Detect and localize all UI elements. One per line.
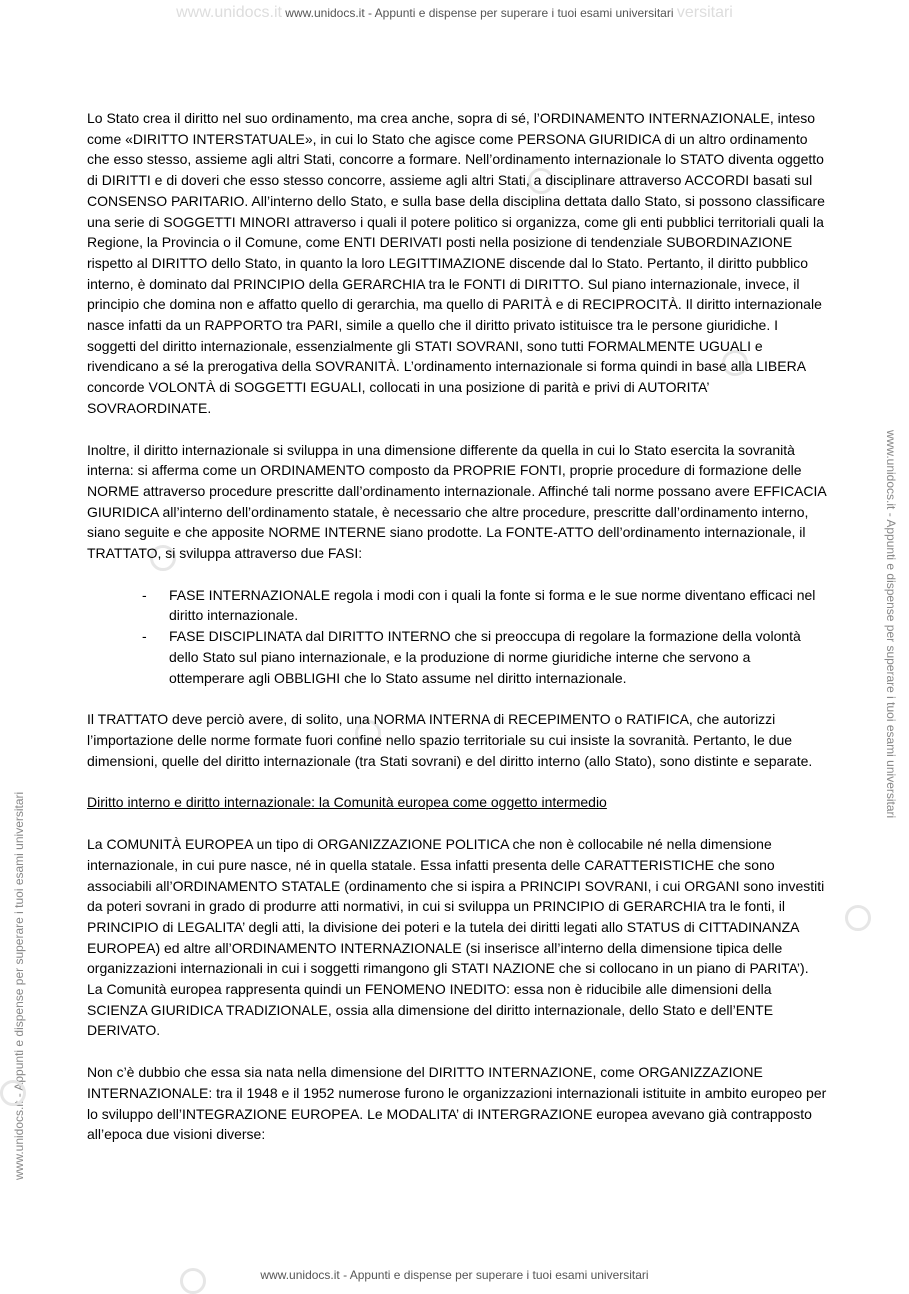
paragraph-2: Inoltre, il diritto internazionale si sviluppa in una dimensione differente da quella in cui lo Stato esercita la sovranità interna: si afferma come un ORDINAMENTO composto da PROPRIE FONTI, proprie procedure di formazione delle NORME attraverso procedure prescritte dall’ordinamento internazionale. Affinché tali norme possano avere EFFICACIA GIURIDICA all’interno dell’ordinamento statale, è necessario che altre procedure, prescritte dall’ordinamento interno, siano seguite e che apposite NORME INTERNE siano prodotte. La FONTE-ATTO dell’ordinamento internazionale, il TRATTATO, si sviluppa attraverso due FASI:: [87, 441, 826, 562]
list-item-text: FASE INTERNAZIONALE regola i modi con i quali la fonte si forma e le sue norme diventano efficaci nel diritto internazionale.: [169, 586, 816, 624]
footer-watermark: www.unidocs.it - Appunti e dispense per superare i tuoi esami universitari: [260, 1268, 649, 1282]
paragraph-5: Non c’è dubbio che essa sia nata nella dimensione del DIRITTO INTERNAZIONE, come ORGANIZZAZIONE INTERNAZIONALE: tra il 1948 e il 1952 numerose furono le organizzazioni internazionali istituite in ambito europeo per lo sviluppo dell’INTEGRAZIONE EUROPEA. Le MODALITA’ di INTERGRAZIONE europea avevano già contrapposto all’epoca due visioni diverse:: [87, 1064, 827, 1143]
list-item-text: FASE DISCIPLINATA dal DIRITTO INTERNO che si preoccupa di regolare la formazione della volontà dello Stato sul piano internazionale, e la produzione di norme giuridiche interne che servono a ottemperare agli OBBLIGHI che lo Stato assume nel diritto internazionale.: [169, 628, 801, 686]
list-item: [87, 585, 827, 626]
section-heading: Diritto interno e diritto internazionale: la Comunità europea come oggetto intermedio: [87, 794, 607, 811]
left-side-watermark: www.unidocs.it - Appunti e dispense per superare i tuoi esami universitari: [12, 791, 26, 1180]
header-watermark-ghost-right: versitari: [676, 4, 733, 21]
phases-list: [87, 585, 827, 689]
list-dash: -: [142, 628, 147, 645]
paragraph-4: La COMUNITÀ EUROPEA un tipo di ORGANIZZAZIONE POLITICA che non è collocabile né nella dimensione internazionale, in cui pure nasce, né in quella statale. Essa infatti presenta delle CARATTERISTICHE che sono associabili all’ORDINAMENTO STATALE (ordinamento che si ispira a PRINCIPI SOVRANI, i cui ORGANI sono investiti da poteri sovrani in grado di produrre atti normativi, in cui si sviluppa un PRINCIPIO di GERARCHIA tra le fonti, il PRINCIPIO di LEGALITA’ degli atti, la divisione dei poteri e la tutela dei diritti legati allo STATUS di CITTADINANZA EUROPEA) ed altre all’ORDINAMENTO INTERNAZIONALE (si inserisce all’interno della dimensione tipica delle organizzazioni internazionali in cui i soggetti rimangono gli STATI NAZIONE che si collocano in un piano di PARITA’). La Comunità europea rappresenta quindi un FENOMENO INEDITO: essa non è riducibile alle dimensioni della SCIENZA GIURIDICA TRADIZIONALE, ossia alla dimensione del diritto internazionale, dello Stato e dell’ENTE DERIVATO.: [87, 836, 825, 1039]
header-watermark-ghost-left: www.unidocs.it: [176, 4, 282, 21]
paragraph-1: Lo Stato crea il diritto nel suo ordinamento, ma crea anche, sopra di sé, l’ORDINAMENTO INTERNAZIONALE, inteso come «DIRITTO INTERSTATUALE», in cui lo Stato che agisce come PERSONA GIURIDICA di un altro ordinamento che esso stesso, assieme agli altri Stati, concorre a formare. Nell’ordinamento internazionale lo STATO diventa oggetto di DIRITTI e di doveri che esso stesso concorre, assieme agli altri Stati, a disciplinare attraverso ACCORDI basati sul CONSENSO PARITARIO. All’interno dello Stato, e sulla base della disciplina dettata dallo Stato, si possono classificare una serie di SOGGETTI MINORI attraverso i quali il potere politico si organizza, come gli enti pubblici territoriali quali la Regione, la Provincia o il Comune, come ENTI DERIVATI posti nella posizione di tendenziale SUBORDINAZIONE rispetto al DIRITTO dello Stato, in quanto la loro LEGITTIMAZIONE discende dal lo Stato. Pertanto, il diritto pubblico interno, è dominato dal PRINCIPIO della GERARCHIA tra le FONTI di DIRITTO. Sul piano internazionale, invece, il principio che domina non e affatto quello di gerarchia, ma quello di PARITÀ e di RECIPROCITÀ. Il diritto internazionale nasce infatti da un RAPPORTO tra PARI, simile a quello che il diritto privato istituisce tra le persone giuridiche. I soggetti del diritto internazionale, essenzialmente gli STATI SOVRANI, sono tutti FORMALMENTE UGUALI e rivendicano a sé la prerogativa della SOVRANITÀ. L’ordinamento internazionale si forma quindi in base alla LIBERA concorde VOLONTÀ di SOGGETTI EGUALI, collocati in una posizione di parità e privi di AUTORITA’ SOVRAORDINATE.: [87, 110, 825, 416]
watermark-logo-icon: [0, 1080, 26, 1106]
paragraph-3: Il TRATTATO deve perciò avere, di solito, una NORMA INTERNA di RECEPIMENTO o RATIFICA, che autorizzi l’importazione delle norme formate fuori confine nello spazio territoriale su cui insiste la sovranità. Pertanto, le due dimensioni, quelle del diritto internazionale (tra Stati sovrani) e del diritto interno (allo Stato), sono distinte e separate.: [87, 711, 813, 769]
header-watermark-text: www.unidocs.it - Appunti e dispense per superare i tuoi esami universitari: [285, 6, 674, 20]
list-dash: -: [142, 586, 147, 603]
right-side-watermark: www.unidocs.it - Appunti e dispense per superare i tuoi esami universitari: [884, 430, 898, 819]
document-body: [87, 108, 827, 1166]
header-watermark: [0, 4, 909, 22]
watermark-logo-icon: [845, 905, 871, 931]
list-item: [87, 626, 827, 688]
